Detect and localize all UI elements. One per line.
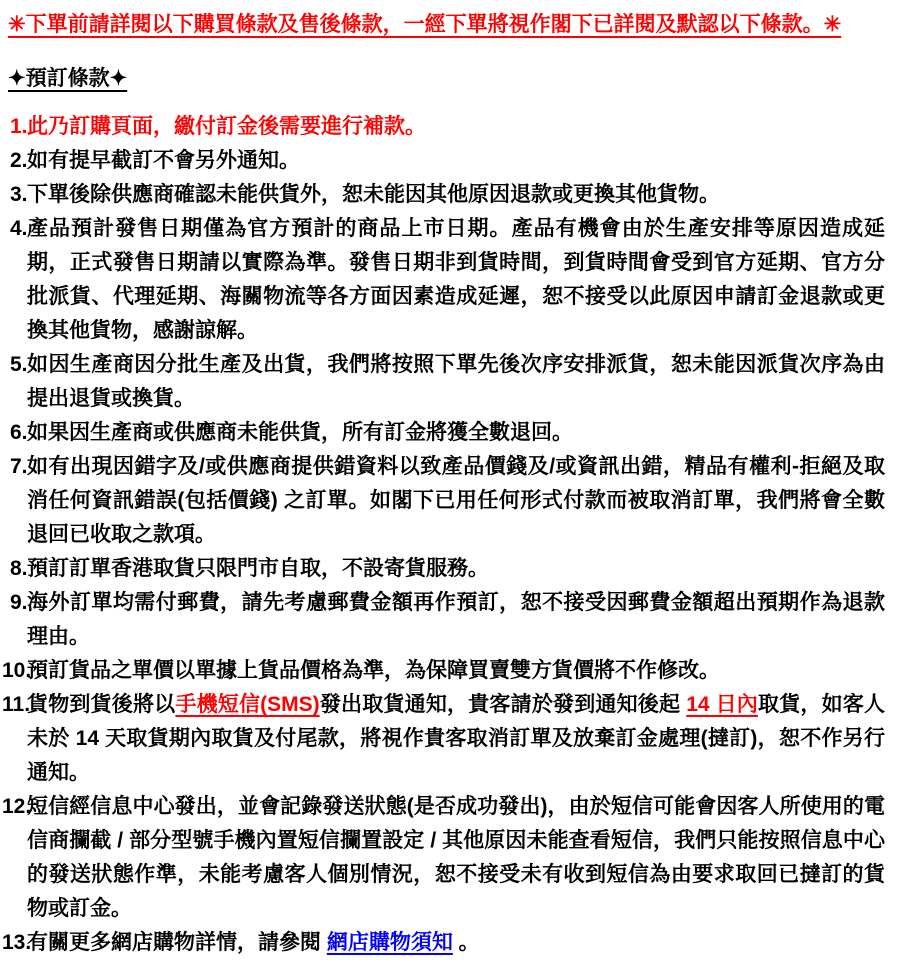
term-number: 5. (10, 353, 28, 376)
term-item-5 (0, 348, 885, 416)
term-text: 如因生產商因分批生產及出貨，我們將按照下單先後次序安排派貨，恕未能因派貨次序為由提出退貨或換貨。 (27, 353, 885, 410)
term-number: 13. (2, 931, 32, 954)
term-text: 如果因生產商或供應商未能供貨，所有訂金將獲全數退回。 (27, 421, 573, 444)
term-item-2 (0, 144, 885, 178)
term-item-1 (0, 110, 885, 144)
term-number: 9. (10, 591, 28, 614)
term-text: 產品預計發售日期僅為官方預計的商品上市日期。產品有機會由於生產安排等原因造成延期，正式發售日期請以實際為準。發售日期非到貨時間，到貨時間會受到官方延期、官方分批派貨、代理延期、海關物流等各方面因素造成延遲，恕不接受以此原因申請訂金退款或更換其他貨物，感謝諒解。 (27, 217, 885, 342)
header-notice (0, 8, 885, 42)
term-item-3 (0, 178, 885, 212)
term-number: 6. (10, 421, 28, 444)
term-item-9 (0, 586, 885, 654)
sms-highlight: 手機短信(SMS) (175, 693, 320, 716)
term-number: 4. (10, 217, 28, 240)
term-number: 3. (10, 183, 28, 206)
section-title-text: ✦預訂條款✦ (8, 67, 128, 90)
term-item-11 (0, 688, 885, 790)
term-item-13 (0, 926, 885, 960)
header-notice-text: ✳下單前請詳閱以下購買條款及售後條款，一經下單將視作閣下已詳閱及默認以下條款。✳ (8, 13, 842, 36)
term-text: 發出取貨通知，貴客請於發到通知後起 (319, 693, 687, 716)
term-text: 預訂貨品之單價以單據上貨品價格為準，為保障買賣雙方貨價將不作修改。 (27, 659, 720, 682)
term-number: 10. (2, 659, 32, 682)
term-text: 有關更多網店購物詳情，請參閱 (27, 931, 327, 954)
term-item-6 (0, 416, 885, 450)
term-text: 取貨，如客人未於 14 天取貨期內取貨及付尾款，將視作貴客取消訂單及放棄訂金處理(撻訂)，恕不作另行通知。 (27, 693, 885, 784)
term-number: 12. (2, 795, 32, 818)
term-text: 短信經信息中心發出，並會記錄發送狀態(是否成功發出)，由於短信可能會因客人所使用的電信商攔截 / 部分型號手機內置短信攔置設定 / 其他原因未能查看短信，我們只能按照信息中心的發送狀態作準，未能考慮客人個別情況，恕不接受未有收到短信為由要求取回已撻訂的貨物或訂金。 (27, 795, 885, 920)
term-item-10 (0, 654, 885, 688)
term-item-12 (0, 790, 885, 926)
term-text: 貨物到貨後將以 (27, 693, 176, 716)
term-number: 8. (10, 557, 28, 580)
pickup-deadline-highlight: 14 日內 (686, 693, 758, 716)
term-item-7 (0, 450, 885, 552)
term-text: 下單後除供應商確認未能供貨外，恕未能因其他原因退款或更換其他貨物。 (27, 183, 720, 206)
term-text: 海外訂單均需付郵費，請先考慮郵費金額再作預訂，恕不接受因郵費金額超出預期作為退款理由。 (27, 591, 885, 648)
shop-notice-link[interactable]: 網店購物須知 (326, 931, 453, 954)
term-item-4 (0, 212, 885, 348)
term-text: 此乃訂購頁面，繳付訂金後需要進行補款。 (27, 115, 426, 138)
term-number: 11. (2, 693, 31, 716)
term-item-8 (0, 552, 885, 586)
term-number: 1. (10, 115, 28, 138)
term-number: 2. (10, 149, 28, 172)
terms-list (0, 110, 885, 960)
term-text: 預訂訂單香港取貨只限門市自取，不設寄貨服務。 (27, 557, 489, 580)
term-text: 如有出現因錯字及/或供應商提供錯資料以致產品價錢及/或資訊出錯，精品有權利-拒絕及取消任何資訊錯誤(包括價錢) 之訂單。如閣下已用任何形式付款而被取消訂單，我們將會全數退回已收取之款項。 (27, 455, 885, 546)
term-text: 。 (452, 931, 480, 954)
term-text: 如有提早截訂不會另外通知。 (27, 149, 300, 172)
term-number: 7. (10, 455, 28, 478)
section-title (0, 62, 885, 96)
